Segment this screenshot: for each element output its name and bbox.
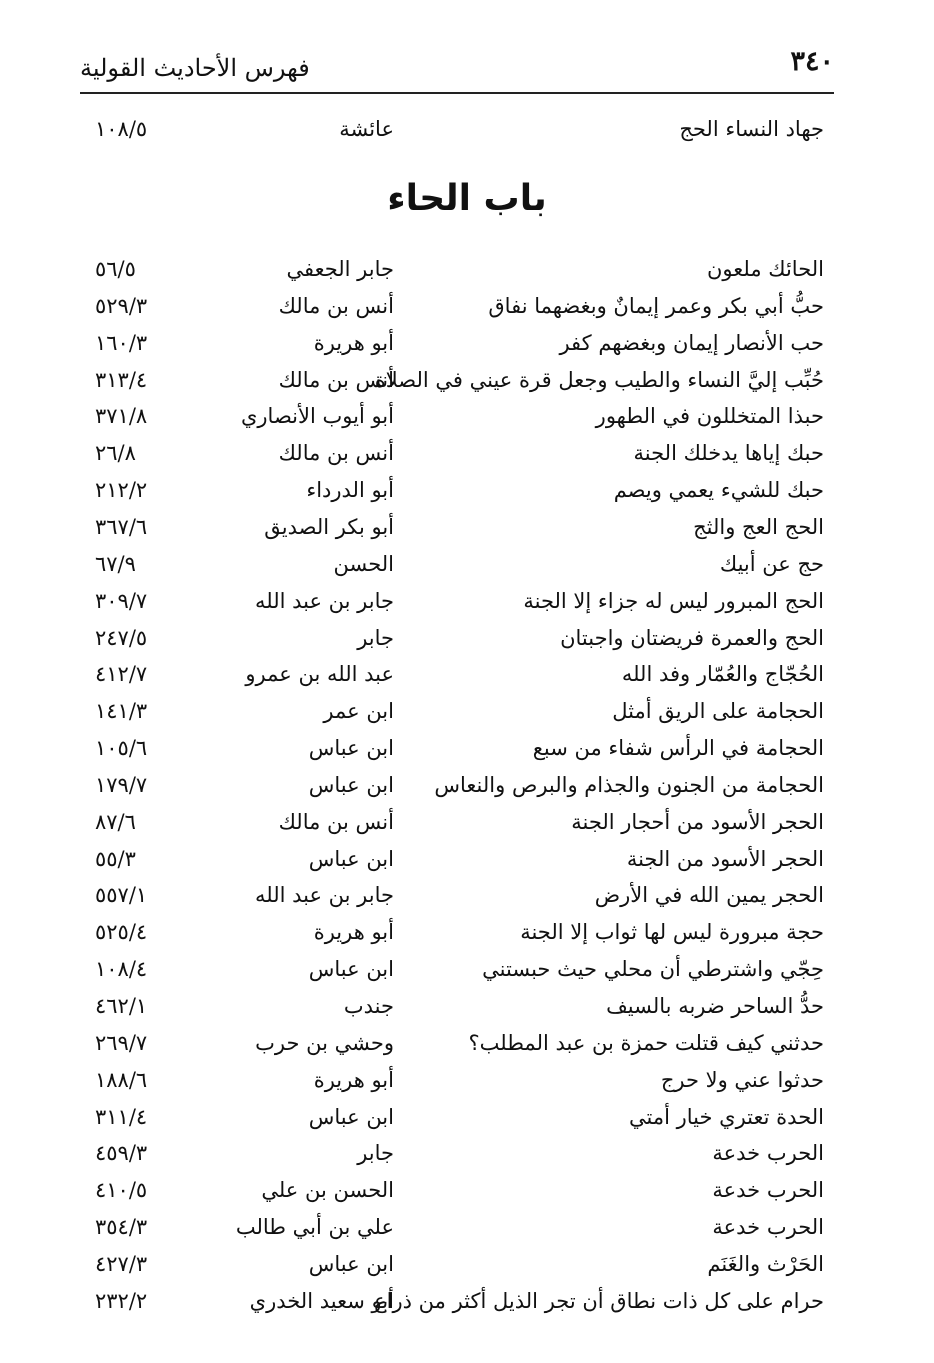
running-title: فهرس الأحاديث القولية bbox=[80, 54, 310, 82]
hadith-text: الحجامة من الجنون والجذام والبرص والنعاس bbox=[434, 772, 824, 797]
hadith-text: حبذا المتخللون في الطهور bbox=[595, 404, 824, 429]
narrator: ابن عباس bbox=[308, 772, 394, 797]
reference: ٦٧/٩ bbox=[95, 551, 136, 576]
narrator: أبو الدرداء bbox=[306, 478, 394, 503]
index-entry bbox=[95, 768, 824, 802]
narrator: جابر bbox=[357, 1141, 394, 1166]
reference: ٢٤٧/٥ bbox=[95, 625, 148, 650]
hadith-text: الحجامة على الريق أمثل bbox=[612, 699, 824, 724]
hadith-text: الحجامة في الرأس شفاء من سبع bbox=[532, 736, 824, 761]
narrator: ابن عباس bbox=[308, 957, 394, 982]
narrator: ابن عمر bbox=[323, 699, 394, 724]
narrator: ابن عباس bbox=[308, 846, 394, 871]
index-entry bbox=[95, 1136, 824, 1170]
hadith-text: الحجر يمين الله في الأرض bbox=[594, 883, 824, 908]
hadith-text: حبك إياها يدخلك الجنة bbox=[633, 441, 824, 466]
hadith-text: الحُجّاج والعُمّار وفد الله bbox=[621, 662, 824, 687]
reference: ١٦٠/٣ bbox=[95, 330, 148, 355]
index-entry bbox=[95, 842, 824, 876]
narrator: جابر بن عبد الله bbox=[254, 588, 394, 613]
reference: ٣٥٤/٣ bbox=[95, 1215, 148, 1240]
index-entry bbox=[95, 731, 824, 765]
reference: ٣١١/٤ bbox=[95, 1104, 148, 1129]
narrator: جابر bbox=[357, 625, 394, 650]
index-entry bbox=[95, 805, 824, 839]
hadith-text: الحرب خدعة bbox=[712, 1178, 824, 1203]
reference: ٥٥/٣ bbox=[95, 846, 136, 871]
reference: ٥٦/٥ bbox=[95, 257, 136, 281]
reference: ١٠٨/٥ bbox=[95, 117, 148, 141]
hadith-text: الحج العج والثج bbox=[693, 514, 824, 539]
index-entry bbox=[95, 989, 824, 1023]
narrator: ابن عباس bbox=[308, 1104, 394, 1129]
hadith-text: الحجر الأسود من أحجار الجنة bbox=[571, 809, 824, 834]
hadith-text: الحائك ملعون bbox=[706, 257, 824, 281]
reference: ٨٧/٦ bbox=[95, 809, 136, 834]
narrator: علي بن أبي طالب bbox=[235, 1215, 394, 1240]
index-entry bbox=[95, 584, 824, 618]
hadith-text: جهاد النساء الحج bbox=[679, 117, 824, 141]
hadith-text: حِجّي واشترطي أن محلي حيث حبستني bbox=[482, 957, 824, 982]
reference: ٣١٣/٤ bbox=[95, 367, 148, 392]
index-entry bbox=[95, 363, 824, 397]
narrator: جابر بن عبد الله bbox=[254, 883, 394, 908]
hadith-text: حُبِّب إليَّ النساء والطيب وجعل قرة عيني في الصلاة bbox=[374, 367, 824, 392]
narrator: أنس بن مالك bbox=[278, 367, 394, 392]
reference: ٣٧١/٨ bbox=[95, 404, 148, 429]
reference: ٥٢٥/٤ bbox=[95, 920, 148, 945]
narrator: أبو سعيد الخدري bbox=[249, 1288, 394, 1313]
reference: ٥٥٧/١ bbox=[95, 883, 148, 908]
index-entry bbox=[95, 473, 824, 507]
index-entry bbox=[95, 399, 824, 433]
narrator: عبد الله بن عمرو bbox=[245, 662, 394, 687]
index-entry bbox=[95, 289, 824, 323]
narrator: أبو أيوب الأنصاري bbox=[240, 404, 394, 429]
index-entry bbox=[95, 510, 824, 544]
index-entry bbox=[95, 1100, 824, 1134]
index-entry bbox=[95, 915, 824, 949]
reference: ٤٢٧/٣ bbox=[95, 1251, 148, 1276]
hadith-text: الحدة تعتري خيار أمتي bbox=[629, 1104, 824, 1129]
index-entry bbox=[95, 547, 824, 581]
reference: ١٠٥/٦ bbox=[95, 736, 148, 761]
reference: ٤٥٩/٣ bbox=[95, 1141, 148, 1166]
narrator: ابن عباس bbox=[308, 736, 394, 761]
narrator: أبو هريرة bbox=[313, 1067, 394, 1092]
narrator: جندب bbox=[343, 994, 394, 1018]
hadith-text: حدُّ الساحر ضربه بالسيف bbox=[606, 994, 824, 1018]
index-entry bbox=[95, 657, 824, 691]
reference: ١٠٨/٤ bbox=[95, 957, 148, 982]
hadith-text: الحج والعمرة فريضتان واجبتان bbox=[560, 625, 824, 650]
reference: ٤٦٢/١ bbox=[95, 994, 148, 1018]
index-entry bbox=[95, 1284, 824, 1318]
reference: ٢٣٢/٢ bbox=[95, 1288, 148, 1313]
reference: ٢١٢/٢ bbox=[95, 478, 148, 503]
section-heading: باب الحاء bbox=[387, 178, 547, 219]
reference: ٣٠٩/٧ bbox=[95, 588, 148, 613]
narrator: أبو هريرة bbox=[313, 920, 394, 945]
index-entry bbox=[95, 326, 824, 360]
narrator: أبو هريرة bbox=[313, 330, 394, 355]
reference: ٤١٠/٥ bbox=[95, 1178, 148, 1203]
page-number: ٣٤٠ bbox=[790, 46, 834, 77]
top-entry bbox=[95, 112, 824, 146]
index-entry bbox=[95, 1026, 824, 1060]
page-header bbox=[80, 40, 834, 92]
hadith-text: حجة مبرورة ليس لها ثواب إلا الجنة bbox=[520, 920, 824, 945]
index-entry bbox=[95, 1210, 824, 1244]
index-entry bbox=[95, 952, 824, 986]
index-entry bbox=[95, 1063, 824, 1097]
hadith-text: الحَرْث والغَنَم bbox=[707, 1251, 824, 1276]
narrator: جابر الجعفي bbox=[286, 257, 394, 281]
header-rule bbox=[80, 92, 834, 94]
reference: ٤١٢/٧ bbox=[95, 662, 148, 687]
index-entry bbox=[95, 436, 824, 470]
reference: ٢٦/٨ bbox=[95, 441, 136, 466]
index-entry bbox=[95, 878, 824, 912]
narrator: أنس بن مالك bbox=[278, 809, 394, 834]
hadith-text: حب الأنصار إيمان وبغضهم كفر bbox=[559, 330, 824, 355]
hadith-text: حرام على كل ذات نطاق أن تجر الذيل أكثر من ذراع bbox=[374, 1288, 824, 1313]
narrator: ابن عباس bbox=[308, 1251, 394, 1276]
narrator: وحشي بن حرب bbox=[255, 1030, 394, 1055]
narrator: الحسن بن علي bbox=[261, 1178, 394, 1203]
hadith-text: الحرب خدعة bbox=[712, 1141, 824, 1166]
reference: ٢٦٩/٧ bbox=[95, 1030, 148, 1055]
hadith-text: الحرب خدعة bbox=[712, 1215, 824, 1240]
hadith-text: حبك للشيء يعمي ويصم bbox=[613, 478, 824, 503]
narrator: أبو بكر الصديق bbox=[264, 514, 394, 539]
index-entry bbox=[95, 1247, 824, 1281]
index-entry bbox=[95, 694, 824, 728]
reference: ١٤١/٣ bbox=[95, 699, 148, 724]
hadith-text: حدثوا عني ولا حرج bbox=[660, 1067, 824, 1092]
hadith-text: الحجر الأسود من الجنة bbox=[626, 846, 824, 871]
narrator: أنس بن مالك bbox=[278, 293, 394, 318]
index-entry bbox=[95, 252, 824, 286]
index-entry bbox=[95, 621, 824, 655]
narrator: أنس بن مالك bbox=[278, 441, 394, 466]
index-entry bbox=[95, 1173, 824, 1207]
hadith-text: حدثني كيف قتلت حمزة بن عبد المطلب؟ bbox=[468, 1030, 824, 1055]
reference: ١٧٩/٧ bbox=[95, 772, 148, 797]
narrator: عائشة bbox=[339, 117, 394, 141]
hadith-text: الحج المبرور ليس له جزاء إلا الجنة bbox=[523, 588, 824, 613]
hadith-text: حبُّ أبي بكر وعمر إيمانٌ وبغضهما نفاق bbox=[488, 293, 824, 318]
reference: ٣٦٧/٦ bbox=[95, 514, 148, 539]
reference: ١٨٨/٦ bbox=[95, 1067, 148, 1092]
narrator: الحسن bbox=[333, 551, 394, 576]
hadith-text: حج عن أبيك bbox=[719, 551, 824, 576]
reference: ٥٢٩/٣ bbox=[95, 293, 148, 318]
